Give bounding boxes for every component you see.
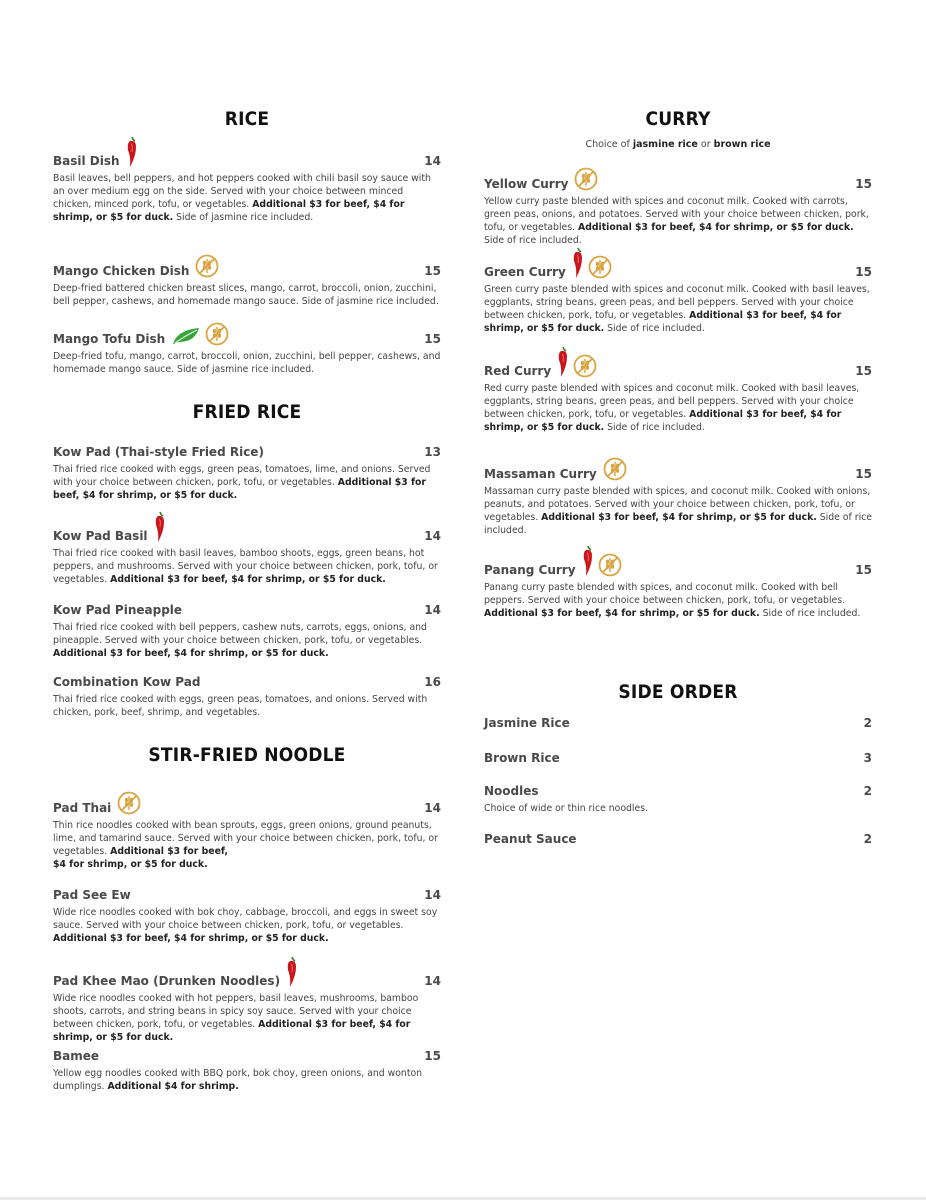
item-description <box>53 172 441 224</box>
item-name: Peanut Sauce <box>484 832 577 846</box>
item-diet-icons <box>171 326 229 346</box>
item-diet-icons <box>603 461 627 481</box>
item-name-row <box>53 882 441 902</box>
item-diet-icons <box>154 523 166 543</box>
item-description <box>484 802 872 815</box>
item-upcharge: Additional $3 for beef, $4 for shrimp, or $5 for duck. <box>110 574 386 585</box>
item-name-row <box>53 795 441 815</box>
item-description <box>53 906 441 945</box>
menu-item <box>53 148 441 224</box>
item-description-text: Thai fried rice cooked with basil leaves, bamboo shoots, eggs, green beans, hot peppers, and mushrooms. Served with your choice between chicken, pork, tofu, or vegetables. <box>53 548 438 585</box>
item-side-note: Side of rice included. <box>484 512 872 536</box>
item-upcharge: Additional $3 for beef, $4 for shrimp, or $5 for duck. <box>541 512 817 523</box>
item-side-note: Side of rice included. <box>607 323 705 334</box>
gluten-free-icon <box>603 457 627 481</box>
item-name: Panang Curry <box>484 563 576 577</box>
menu-item <box>484 710 872 730</box>
menu-item <box>484 557 872 620</box>
section-title-stir-fried-noodle: STIR-FRIED NOODLE <box>148 744 346 766</box>
menu-item <box>53 669 441 719</box>
gluten-free-icon <box>117 791 141 815</box>
item-name-row <box>484 171 872 191</box>
item-description <box>484 195 872 247</box>
item-upcharge: Additional $3 for beef, <box>110 846 228 857</box>
item-description-text: Deep-fried battered chicken breast slices, mango, carrot, broccoli, onion, zucchini, bell pepper, cashews, and homemade mango sauce. Side of jasmine rice included. <box>53 283 439 307</box>
item-price: 2 <box>863 832 872 846</box>
item-name: Jasmine Rice <box>484 716 570 730</box>
item-description-text: Yellow curry paste blended with spices and coconut milk. Cooked with carrots, green peas, onions, and potatoes. Served with your choice between chicken, pork, tofu, or vegetables. <box>484 196 869 233</box>
item-name-row <box>484 358 872 378</box>
item-description <box>484 283 872 335</box>
item-upcharge: Additional $3 for beef, $4 for shrimp, or $5 for duck. <box>53 648 329 659</box>
item-name: Red Curry <box>484 364 552 378</box>
chili-icon <box>572 247 584 279</box>
gluten-free-icon <box>598 553 622 577</box>
item-price: 15 <box>855 265 872 279</box>
item-upcharge: Additional $3 for beef, $4 for shrimp, or $5 for duck. <box>53 933 329 944</box>
item-name-row <box>53 669 441 689</box>
item-description <box>53 463 441 502</box>
item-description <box>53 1067 441 1093</box>
item-description-text: Thai fried rice cooked with eggs, green peas, tomatoes, and onions. Served with chicken, pork, beef, shrimp, and vegetables. <box>53 694 428 718</box>
item-name-row <box>53 1043 441 1063</box>
item-upcharge: Additional $3 for beef, $4 for shrimp, or $5 for duck. <box>53 1019 411 1043</box>
item-description <box>53 350 441 376</box>
item-name: Mango Chicken Dish <box>53 264 190 278</box>
menu-item <box>484 259 872 335</box>
item-diet-icons <box>557 358 597 378</box>
item-upcharge: Additional $3 for beef, $4 for shrimp, or $5 for duck. <box>53 477 426 501</box>
item-price: 15 <box>855 563 872 577</box>
menu-item <box>53 439 441 502</box>
item-name: Pad Khee Mao (Drunken Noodles) <box>53 974 281 988</box>
item-name-row <box>53 258 441 278</box>
item-name-row <box>53 148 441 168</box>
item-name-row <box>484 710 872 730</box>
gluten-free-icon <box>195 254 219 278</box>
item-name: Kow Pad Basil <box>53 529 148 543</box>
item-description <box>53 547 441 586</box>
menu-item <box>484 826 872 846</box>
item-name-row <box>484 745 872 765</box>
menu-item <box>484 778 872 815</box>
menu-item <box>53 882 441 945</box>
item-description-text: Wide rice noodles cooked with bok choy, cabbage, broccoli, and eggs in sweet soy sauce. Served with your choice between chicken, pork, tofu, or vegetables. <box>53 907 438 931</box>
item-description <box>53 693 441 719</box>
item-side-note: Side of rice included. <box>762 608 861 619</box>
item-name: Kow Pad (Thai-style Fried Rice) <box>53 445 264 459</box>
vegan-leaf-icon <box>171 326 201 346</box>
item-description <box>53 621 441 660</box>
item-diet-icons <box>126 148 138 168</box>
item-description-text: Basil leaves, bell peppers, and hot peppers cooked with chili basil soy sauce with an over medium egg on the side. Served with your choice between minced chicken, minced pork, tofu, or vegetables. <box>53 173 431 210</box>
item-price: 14 <box>424 974 441 988</box>
section-title-fried-rice: FRIED RICE <box>192 401 302 423</box>
item-name-row <box>53 523 441 543</box>
item-description-text: Massaman curry paste blended with spices, and coconut milk. Cooked with onions, peanuts, and potatoes. Served with your choice between chicken, pork, tofu, or vegetables. <box>484 486 871 523</box>
item-name-row <box>484 259 872 279</box>
item-description-text: Green curry paste blended with spices and coconut milk. Cooked with basil leaves, eggplants, string beans, green peas, and bell peppers. Served with your choice between chicken, pork, tofu, or vegetables. <box>484 284 870 321</box>
item-price: 15 <box>855 467 872 481</box>
gluten-free-icon <box>573 354 597 378</box>
item-name: Pad Thai <box>53 801 112 815</box>
item-price: 2 <box>863 784 872 798</box>
item-upcharge-continued: $4 for shrimp, or $5 for duck. <box>53 859 208 870</box>
item-name-row <box>53 439 441 459</box>
item-name: Mango Tofu Dish <box>53 332 166 346</box>
item-price: 15 <box>855 364 872 378</box>
item-description-text: Thai fried rice cooked with bell peppers, cashew nuts, carrots, eggs, onions, and pineapple. Served with your choice between chicken, pork, tofu, or vegetables. <box>53 622 427 646</box>
menu-item <box>484 745 872 765</box>
item-name: Noodles <box>484 784 539 798</box>
item-price: 14 <box>424 801 441 815</box>
item-diet-icons <box>572 259 612 279</box>
section-title-rice: RICE <box>224 108 270 130</box>
menu-item <box>53 795 441 871</box>
item-price: 16 <box>424 675 441 689</box>
item-price: 3 <box>863 751 872 765</box>
item-description <box>484 382 872 434</box>
item-price: 14 <box>424 529 441 543</box>
gluten-free-icon <box>205 322 229 346</box>
item-name-row <box>53 326 441 346</box>
menu-item <box>484 171 872 247</box>
menu-item <box>53 597 441 660</box>
item-upcharge: Additional $3 for beef, $4 for shrimp, or $5 for duck. <box>484 310 842 334</box>
item-price: 14 <box>424 888 441 902</box>
item-name: Green Curry <box>484 265 566 279</box>
item-upcharge: Additional $3 for beef, $4 for shrimp, or $5 for duck. <box>53 199 405 223</box>
item-description-text: Yellow egg noodles cooked with BBQ pork, bok choy, green onions, and wonton dumplings. <box>53 1068 423 1092</box>
item-name: Pad See Ew <box>53 888 131 902</box>
menu-item <box>53 968 441 1044</box>
item-name: Brown Rice <box>484 751 560 765</box>
item-price: 14 <box>424 154 441 168</box>
item-description-text: Red curry paste blended with spices and coconut milk. Cooked with basil leaves, eggplants, string beans, green peas, and bell peppers. Served with your choice between chicken, pork, tofu, or vegetables. <box>484 383 860 420</box>
item-description <box>484 581 872 620</box>
item-diet-icons <box>117 795 141 815</box>
item-upcharge: Additional $3 for beef, $4 for shrimp, or $5 for duck. <box>484 409 842 433</box>
item-side-note: Side of jasmine rice included. <box>176 212 314 223</box>
item-price: 15 <box>424 264 441 278</box>
item-name-row <box>53 597 441 617</box>
item-diet-icons <box>286 968 298 988</box>
chili-icon <box>154 511 166 543</box>
menu-item <box>484 461 872 537</box>
item-name: Yellow Curry <box>484 177 569 191</box>
item-description <box>484 485 872 537</box>
chili-icon <box>126 136 138 168</box>
item-price: 15 <box>424 1049 441 1063</box>
item-price: 15 <box>855 177 872 191</box>
menu-item <box>53 523 441 586</box>
menu-item <box>484 358 872 434</box>
item-description-text: Deep-fried tofu, mango, carrot, broccoli, onion, zucchini, bell pepper, cashews, and homemade mango sauce. Side of jasmine rice included. <box>53 351 441 375</box>
item-price: 2 <box>863 716 872 730</box>
item-name-row <box>484 826 872 846</box>
chili-icon <box>557 346 569 378</box>
item-name: Kow Pad Pineapple <box>53 603 183 617</box>
item-description-text: Panang curry paste blended with spices, and coconut milk. Cooked with bell peppers. Served with your choice between chicken, pork, tofu, or vegetables. <box>484 582 846 606</box>
gluten-free-icon <box>588 255 612 279</box>
item-name: Basil Dish <box>53 154 120 168</box>
item-price: 15 <box>424 332 441 346</box>
item-upcharge: Additional $3 for beef, $4 for shrimp, or $5 for duck. <box>578 222 854 233</box>
section-title-curry: CURRY <box>645 108 711 130</box>
item-description <box>53 819 441 871</box>
item-name-row <box>484 557 872 577</box>
item-name-row <box>53 968 441 988</box>
item-name: Massaman Curry <box>484 467 597 481</box>
item-diet-icons <box>574 171 598 191</box>
gluten-free-icon <box>574 167 598 191</box>
chili-icon <box>582 545 594 577</box>
item-description-text: Thai fried rice cooked with eggs, green peas, tomatoes, lime, and onions. Served with your choice between chicken, pork, tofu, or vegetables. <box>53 464 431 488</box>
menu-item <box>53 258 441 308</box>
item-upcharge: Additional $4 for shrimp. <box>107 1081 239 1092</box>
item-description <box>53 992 441 1044</box>
item-side-note: Side of rice included. <box>484 235 582 246</box>
item-diet-icons <box>582 557 622 577</box>
item-description <box>53 282 441 308</box>
item-diet-icons <box>195 258 219 278</box>
item-name-row <box>484 778 872 798</box>
item-price: 13 <box>424 445 441 459</box>
chili-icon <box>286 956 298 988</box>
section-title-side-order: SIDE ORDER <box>618 681 738 703</box>
item-price: 14 <box>424 603 441 617</box>
item-name: Combination Kow Pad <box>53 675 201 689</box>
curry-rice-note: Choice of jasmine rice or brown rice <box>585 139 771 150</box>
item-upcharge: Additional $3 for beef, $4 for shrimp, or $5 for duck. <box>484 608 760 619</box>
menu-item <box>53 326 441 376</box>
item-description-text: Choice of wide or thin rice noodles. <box>484 803 649 814</box>
item-name: Bamee <box>53 1049 100 1063</box>
item-description-text: Wide rice noodles cooked with hot peppers, basil leaves, mushrooms, bamboo shoots, carrots, and string beans in spicy soy sauce. Served with your choice between chicken, pork, tofu, or vegetables. <box>53 993 419 1030</box>
item-description-text: Thin rice noodles cooked with bean sprouts, eggs, green onions, ground peanuts, lime, and tamarind sauce. Served with your choice between chicken, pork, tofu, or vegetables. <box>53 820 438 857</box>
menu-item <box>53 1043 441 1093</box>
item-name-row <box>484 461 872 481</box>
item-side-note: Side of rice included. <box>607 422 705 433</box>
